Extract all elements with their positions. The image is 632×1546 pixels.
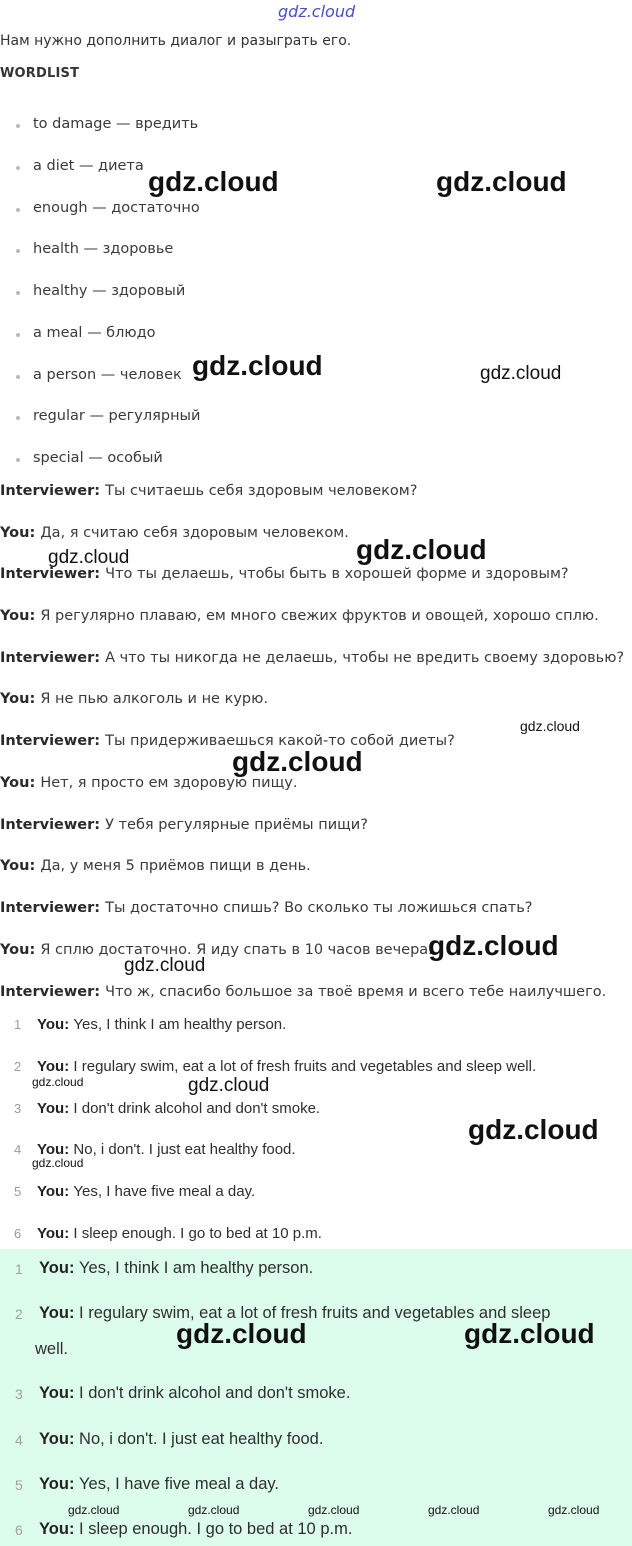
watermark: gdz.cloud (480, 363, 562, 384)
bullet-icon (16, 458, 20, 462)
speaker-label: You (0, 691, 30, 707)
watermark: gdz.cloud (32, 1075, 84, 1089)
dialogue-line: Interviewer: Что ж, спасибо большое за твоё время и всего тебе наилучшего. (0, 984, 607, 1000)
speaker-label: Interviewer (0, 483, 95, 499)
watermark: gdz.cloud (148, 166, 279, 197)
watermark: gdz.cloud (428, 930, 559, 961)
wordlist-heading: WORDLIST (0, 66, 80, 81)
watermark: gdz.cloud (436, 166, 567, 197)
speaker-label: Interviewer (0, 733, 95, 749)
speaker-label: Interviewer (0, 650, 95, 666)
watermark: gdz.cloud (232, 746, 363, 777)
bullet-icon (16, 416, 20, 420)
watermark: gdz.cloud (464, 1318, 595, 1349)
speaker-label: You (0, 608, 30, 624)
watermark: gdz.cloud (48, 547, 130, 568)
dialogue-line: Interviewer: У тебя регулярные приёмы пищи? (0, 817, 368, 833)
intro-text: Нам нужно дополнить диалог и разыграть его. (0, 33, 352, 49)
watermark: gdz.cloud (68, 1503, 120, 1517)
speaker-label: You (0, 858, 30, 874)
watermark: gdz.cloud (308, 1503, 360, 1517)
watermark: gdz.cloud (520, 718, 580, 734)
dialogue-line: Interviewer: Ты считаешь себя здоровым человеком? (0, 483, 418, 499)
dialogue-line: You: Я сплю достаточно. Я иду спать в 10 часов вечера. (0, 942, 433, 958)
bullet-icon (16, 333, 20, 337)
speaker-label: Interviewer (0, 984, 95, 1000)
dialogue-line: Interviewer: А что ты никогда не делаешь, чтобы не вредить своему здоровью? (0, 650, 625, 666)
watermark: gdz.cloud (188, 1075, 270, 1096)
dialogue-line: You: Нет, я просто ем здоровую пищу. (0, 775, 298, 791)
speaker-label: Interviewer (0, 817, 95, 833)
speaker-label: Interviewer (0, 566, 95, 582)
site-logo[interactable]: gdz.cloud (278, 2, 356, 21)
watermark: gdz.cloud (192, 350, 323, 381)
speaker-label: You (0, 525, 30, 541)
dialogue-line: You: Да, у меня 5 приёмов пищи в день. (0, 858, 311, 874)
bullet-icon (16, 208, 20, 212)
dialogue-line: Interviewer: Что ты делаешь, чтобы быть в хорошей форме и здоровым? (0, 566, 569, 582)
dialogue-line: You: Я регулярно плаваю, ем много свежих фруктов и овощей, хорошо сплю. (0, 608, 599, 624)
speaker-label: You (0, 775, 30, 791)
bullet-icon (16, 375, 20, 379)
watermark: gdz.cloud (548, 1503, 600, 1517)
watermark: gdz.cloud (356, 534, 487, 565)
watermark: gdz.cloud (32, 1156, 84, 1170)
bullet-icon (16, 291, 20, 295)
bullet-icon (16, 166, 20, 170)
watermark: gdz.cloud (176, 1318, 307, 1349)
bullet-icon (16, 124, 20, 128)
dialogue-line: Interviewer: Ты достаточно спишь? Во сколько ты ложишься спать? (0, 900, 533, 916)
bullet-icon (16, 249, 20, 253)
dialogue-line: You: Да, я считаю себя здоровым человеком. (0, 525, 349, 541)
dialogue-line: You: Я не пью алкоголь и не курю. (0, 691, 268, 707)
speaker-label: Interviewer (0, 900, 95, 916)
watermark: gdz.cloud (188, 1503, 240, 1517)
dialogue-line: Interviewer: Ты придерживаешься какой-то собой диеты? (0, 733, 455, 749)
speaker-label: You (0, 942, 30, 958)
watermark: gdz.cloud (468, 1114, 599, 1145)
watermark: gdz.cloud (124, 955, 206, 976)
watermark: gdz.cloud (428, 1503, 480, 1517)
